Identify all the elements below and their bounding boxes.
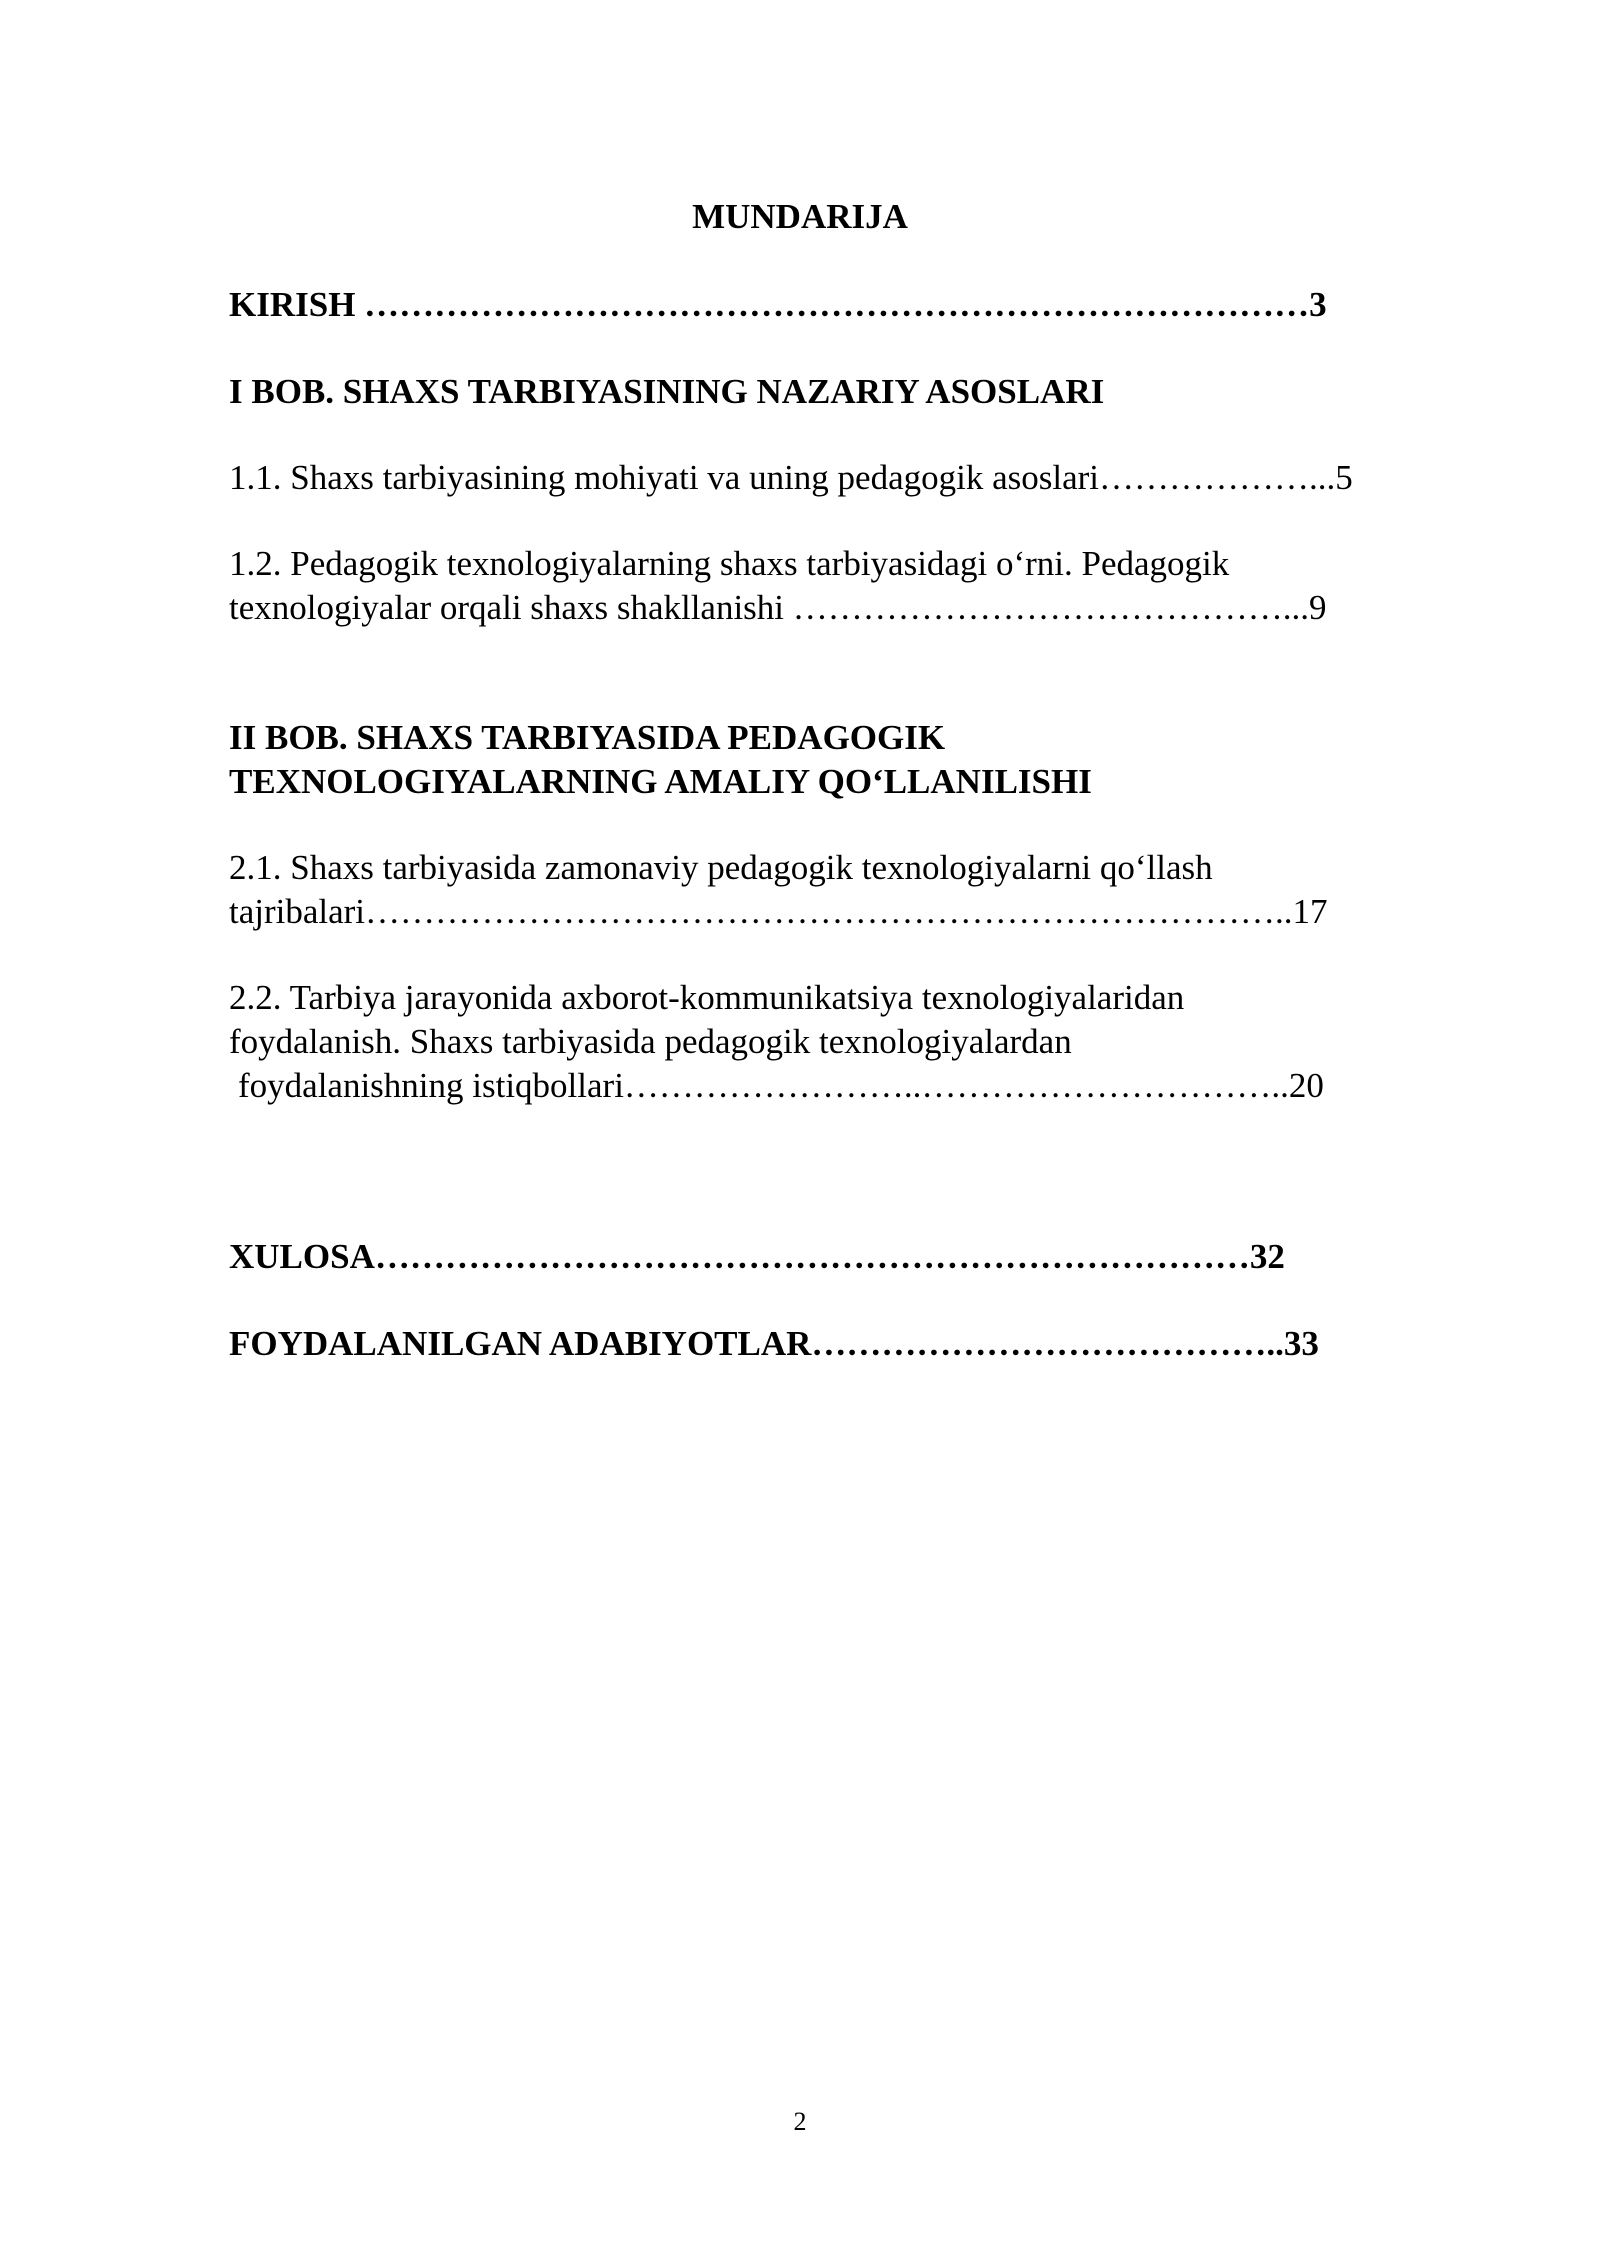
toc-line: I BOB. SHAXS TARBIYASINING NAZARIY ASOSLARI bbox=[229, 372, 1105, 411]
page-title: MUNDARIJA bbox=[692, 197, 908, 236]
toc-line: FOYDALANILGAN ADABIYOTLAR…………………………………..33 bbox=[229, 1324, 1319, 1363]
toc-line: 2.1. Shaxs tarbiyasida zamonaviy pedagogik texnologiyalarni qo‘llash bbox=[229, 848, 1213, 887]
toc-line: 2.2. Tarbiya jarayonida axborot-kommunikatsiya texnologiyalaridan bbox=[229, 978, 1185, 1017]
toc-line: II BOB. SHAXS TARBIYASIDA PEDAGOGIK bbox=[229, 718, 946, 757]
toc-heading-bob2[interactable] bbox=[229, 716, 1449, 804]
toc-entry-1-2[interactable] bbox=[229, 542, 1449, 630]
toc-line: tajribalari……………………………………………………………………..17 bbox=[229, 892, 1328, 931]
toc-entry-adabiyotlar[interactable] bbox=[229, 1322, 1449, 1366]
toc-entry-2-1[interactable] bbox=[229, 846, 1449, 934]
page-number: 2 bbox=[793, 2107, 807, 2136]
toc-entry-1-1[interactable] bbox=[229, 456, 1449, 500]
toc-line: KIRISH ………………………………………………………………………3 bbox=[229, 285, 1327, 324]
toc-line: foydalanishning istiqbollari……………………..…………………………..20 bbox=[238, 1066, 1324, 1105]
toc-entry-kirish[interactable] bbox=[229, 283, 1449, 327]
toc-line: texnologiyalar orqali shaxs shakllanishi ……………………………………...9 bbox=[229, 588, 1327, 627]
toc-entry-xulosa[interactable] bbox=[229, 1235, 1449, 1279]
toc-line: 1.2. Pedagogik texnologiyalarning shaxs tarbiyasidagi o‘rni. Pedagogik bbox=[229, 544, 1230, 583]
toc-line: XULOSA…………………………………………………………………32 bbox=[229, 1237, 1285, 1276]
toc-line: TEXNOLOGIYALARNING AMALIY QO‘LLANILISHI bbox=[229, 762, 1092, 801]
toc-line: 1.1. Shaxs tarbiyasining mohiyati va uning pedagogik asoslari………………...5 bbox=[229, 458, 1353, 497]
toc-entry-2-2[interactable] bbox=[229, 976, 1449, 1108]
toc-heading-bob1[interactable] bbox=[229, 370, 1449, 414]
toc-line: foydalanish. Shaxs tarbiyasida pedagogik texnologiyalardan bbox=[229, 1022, 1072, 1061]
